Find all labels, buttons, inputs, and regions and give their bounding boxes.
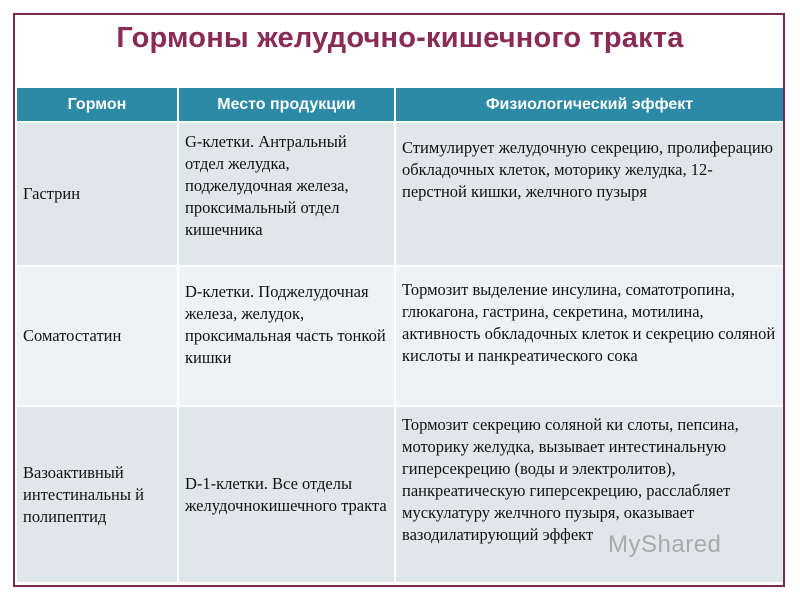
hormone-cell: Гастрин (17, 122, 178, 266)
hormone-cell: Соматостатин (17, 266, 178, 406)
place-cell: D-1-клетки. Все отделы желудочнокишечного тракта (178, 406, 395, 582)
place-cell: D-клетки. Поджелудочная железа, желудок, проксимальная часть тонкой кишки (178, 266, 395, 406)
slide-title: Гормоны желудочно-кишечного тракта (116, 22, 684, 54)
header-hormone: Гормон (17, 88, 178, 122)
hormones-table (17, 88, 783, 582)
hormone-cell: Вазоактивный интестинальны й полипептид (17, 406, 178, 582)
effect-cell: Стимулирует желудочную секрецию, пролиферацию обкладочных клеток, моторику желудка, 12-перстной кишки, желчного пузыря (395, 122, 783, 266)
header-effect: Физиологический эффект (395, 88, 783, 122)
header-place: Место продукции (178, 88, 395, 122)
effect-cell: Тормозит секрецию соляной ки слоты, пепсина, моторику желудка, вызывает интестинальную гиперсекрецию (воды и электролитов), панкреатическую гиперсекрецию, расслабляет мускулатуру желчного пузыря, оказывает вазодилатирующий эффект (395, 406, 783, 582)
watermark-logo: MyShared (608, 531, 722, 558)
table-row (17, 266, 783, 406)
effect-cell: Тормозит выделение инсулина, соматотропина, глюкагона, гастрина, секретина, мотилина, активность обкладочных клеток и секрецию соляной кислоты и панкреатического сока (395, 266, 783, 406)
table-row (17, 122, 783, 266)
place-cell: G-клетки. Антральный отдел желудка, поджелудочная железа, проксимальный отдел кишечника (178, 122, 395, 266)
table-header-row (17, 88, 783, 122)
